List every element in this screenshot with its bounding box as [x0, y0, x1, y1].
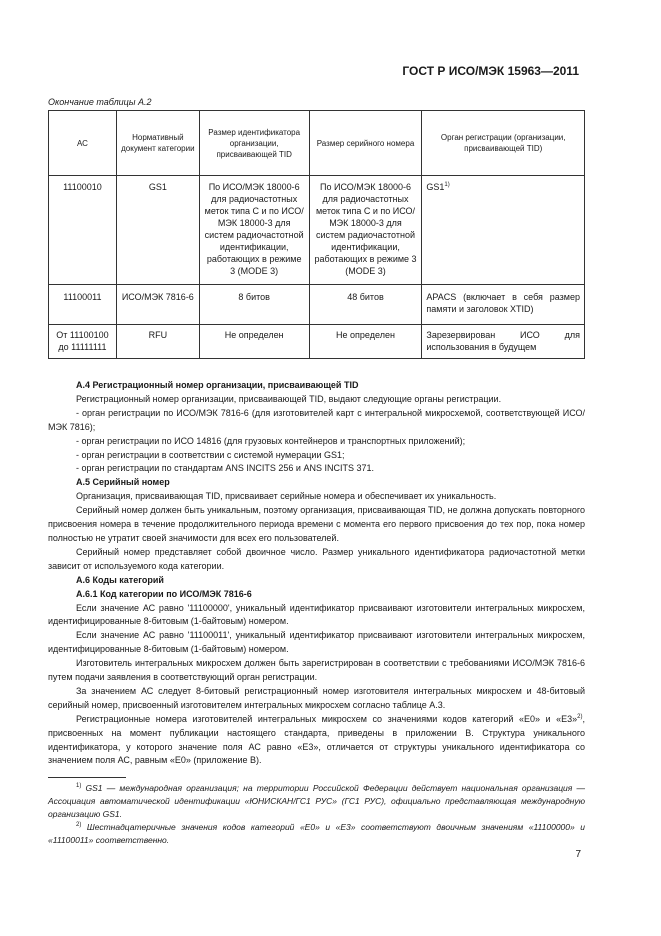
paragraph: Серийный номер должен быть уникальным, поэтому организация, присваивающая TID, не должна допускать повторного присвоения номера в течение продолжительного периода времени с момента его первого присвоения до тех пор, пока номер полностью не утратит своей значимости для всех его пользователей.: [48, 505, 585, 543]
cell-ac: От 11100100 до 11111111: [49, 325, 117, 359]
cell-org-id-size: По ИСО/МЭК 18000-6 для радиочастотных меток типа С и по ИСО/МЭК 18000-3 для систем радиочастотной идентификации, работающих в режиме 3 (MODE 3): [199, 176, 309, 285]
section-heading-a4: А.4 Регистрационный номер организации, присваивающей TID: [76, 380, 359, 390]
section-heading-a6: А.6 Коды категорий: [76, 574, 164, 585]
list-item: - орган регистрации в соответствии с системой нумерации GS1;: [76, 449, 345, 460]
paragraph: Серийный номер представляет собой двоичное число. Размер уникального идентификатора радиочастотной метки зависит от используемого кода категории.: [48, 546, 585, 571]
paragraph: Если значение АС равно '11100000', уникальный идентификатор присваивают изготовители интегральных микросхем, идентифицированные 8-битовым (1-байтовым) номером.: [48, 602, 585, 627]
cell-org-id-size: 8 битов: [199, 285, 309, 325]
authority-text: GS1: [426, 182, 445, 192]
list-item: - орган регистрации по стандартам ANS INCITS 256 и ANS INCITS 371.: [76, 463, 374, 474]
footnote-ref: 2): [577, 713, 583, 720]
header-serial-size: Размер серийного номера: [309, 111, 422, 176]
table-row: [49, 176, 585, 285]
table-row: [49, 325, 585, 359]
cell-org-id-size: Не определен: [199, 325, 309, 359]
paragraph-text: Регистрационные номера изготовителей интегральных микросхем со значениями кодов категорий «Е0» и «Е3»: [76, 713, 578, 724]
footnotes: [48, 782, 585, 847]
list-item: - орган регистрации по ИСО/МЭК 7816-6 (для изготовителей карт с интегральной микросхемой, соответствующей ИСО/МЭК 7816);: [48, 407, 585, 432]
footnote-text: GS1 — международная организация; на территории Российской Федерации действует национальная организация — Ассоциация автоматической идентификации «ЮНИСКАН/ГС1 РУС» (ГС1 РУС), официально представляющая международную организацию GS1.: [48, 783, 585, 819]
header-document: Нормативный документ категории: [116, 111, 199, 176]
paragraph: Регистрационный номер организации, присваивающей TID, выдают следующие органы регистрации.: [76, 393, 502, 404]
footnote-divider: [48, 777, 126, 778]
header-ac: АС: [49, 111, 117, 176]
cell-serial-size: 48 битов: [309, 285, 422, 325]
footnote-text: Шестнадцатеричные значения кодов категорий «Е0» и «Е3» соответствуют двоичным значениям «11100000» и «11100011» соответственно.: [48, 822, 585, 845]
cell-document: ИСО/МЭК 7816-6: [116, 285, 199, 325]
page-number: 7: [575, 849, 581, 860]
section-heading-a61: А.6.1 Код категории по ИСО/МЭК 7816-6: [76, 588, 252, 599]
cell-document: GS1: [116, 176, 199, 285]
paragraph: Если значение АС равно '11100011', уникальный идентификатор присваивают изготовители интегральных микросхем, идентифицированные 8-битовым (1-байтовым) номером.: [48, 630, 585, 655]
paragraph-text: , присвоенных на момент публикации настоящего стандарта, приведены в приложении В. Структура уникального идентификатора, у которого значение поля АС равно «Е3», отличается от структуры уникального идентификатора со значением поля АС, равным «Е0» (приложение В).: [48, 713, 585, 766]
header-authority: Орган регистрации (организации, присваивающей TID): [422, 111, 585, 176]
cell-serial-size: По ИСО/МЭК 18000-6 для радиочастотных меток типа С и по ИСО/МЭК 18000-3 для систем радиочастотной идентификации, работающих в режиме 3 (MODE 3): [309, 176, 422, 285]
section-heading-a5: А.5 Серийный номер: [76, 477, 170, 488]
paragraph: Изготовитель интегральных микросхем должен быть зарегистрирован в соответствии с требованиями ИСО/МЭК 7816-6 путем подачи заявления в соответствующий орган регистрации.: [48, 658, 585, 683]
cell-authority: Зарезервирован ИСО для использования в будущем: [422, 325, 585, 359]
cell-ac: 11100011: [49, 285, 117, 325]
paragraph: [48, 713, 585, 769]
header-org-id-size: Размер идентификатора организации, присваивающей TID: [199, 111, 309, 176]
paragraph: Организация, присваивающая TID, присваивает серийные номера и обеспечивает их уникальность.: [76, 491, 497, 502]
cell-ac: 11100010: [49, 176, 117, 285]
cell-authority: APACS (включает в себя размер памяти и заголовок XTID): [422, 285, 585, 325]
footnote-marker: 1): [76, 783, 82, 790]
list-item: - орган регистрации по ИСО 14816 (для грузовых контейнеров и транспортных приложений);: [76, 435, 466, 446]
cell-authority: [422, 176, 585, 285]
table-row: [49, 285, 585, 325]
body-text: [48, 379, 585, 768]
cell-serial-size: Не определен: [309, 325, 422, 359]
category-table: [48, 110, 585, 359]
cell-document: RFU: [116, 325, 199, 359]
table-header-row: [49, 111, 585, 176]
footnote: [48, 821, 585, 847]
footnote: [48, 782, 585, 821]
footnote-marker: 2): [76, 822, 82, 829]
paragraph: За значением АС следует 8-битовый регистрационный номер изготовителя интегральных микросхем и 48-битовый серийный номер, присвоенный изготовителем интегральных микросхем согласно таблице А.3.: [48, 685, 585, 710]
footnote-ref: 1): [444, 182, 450, 188]
table-caption: Окончание таблицы А.2: [48, 97, 152, 107]
document-header: ГОСТ Р ИСО/МЭК 15963—2011: [402, 64, 579, 78]
